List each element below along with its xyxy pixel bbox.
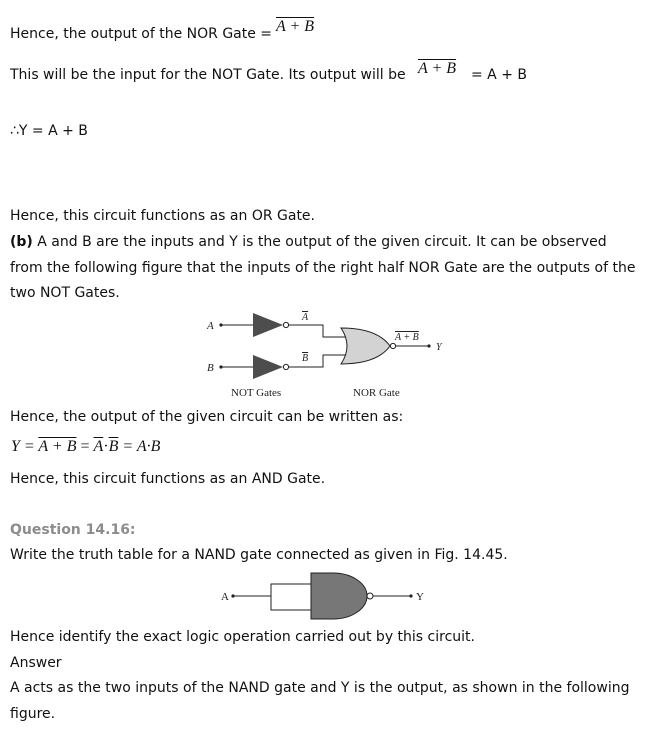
nor-output-expression: A + B <box>276 18 315 35</box>
y-equals-rhs: A + B <box>48 123 88 139</box>
y-equals-and-equation: $Y = A + B = \overline{A}\cdot\overline{B} = A\cdot B$ <box>11 438 161 455</box>
figure1-input-a: A <box>207 320 214 332</box>
answer-label: Answer <box>10 655 62 671</box>
nand-circuit-figure <box>215 570 440 622</box>
part-b-line-2: from the following figure that the inputs of the right half NOR Gate are the outputs of the <box>10 260 636 276</box>
nand-gate-icon <box>311 573 367 619</box>
nor-output-line: Hence, the output of the NOR Gate = <box>10 26 273 42</box>
not-gate-output-expression: A + B <box>418 60 457 77</box>
question-title: Question 14.16: <box>10 522 136 538</box>
eq-term-2b: $\overline{B}$ <box>108 438 119 455</box>
eq-term-1: A + B <box>38 438 77 455</box>
or-gate-conclusion: Hence, this circuit functions as an OR Gate. <box>10 208 315 224</box>
not-gate-input-line: This will be the input for the NOT Gate. Its output will be <box>10 67 406 83</box>
figure2-input-a: A <box>221 591 229 603</box>
figure1-not-b-label: B <box>302 353 309 364</box>
eq-term-2a: $\overline{A}$ <box>93 438 104 455</box>
figure1-caption-nor: NOR Gate <box>353 387 400 399</box>
answer-line-1: A acts as the two inputs of the NAND gate and Y is the output, as shown in the following <box>10 680 630 696</box>
output-written-as-line: Hence, the output of the given circuit can be written as: <box>10 409 404 425</box>
not-gate-a-icon <box>253 313 283 337</box>
and-gate-conclusion: Hence, this circuit functions as an AND Gate. <box>10 471 326 487</box>
not-gate-output-result: = A + B <box>471 67 527 83</box>
not-nor-circuit-figure <box>195 305 465 405</box>
question-body: Write the truth table for a NAND gate connected as given in Fig. 14.45. <box>10 547 508 563</box>
nor-gate-icon <box>341 328 390 364</box>
identify-operation-line: Hence identify the exact logic operation carried out by this circuit. <box>10 629 475 645</box>
figure1-nor-output-label: A + B <box>395 332 419 343</box>
figure1-input-b: B <box>207 362 214 374</box>
y-equals-line <box>10 123 88 139</box>
part-b-line-1 <box>10 234 607 250</box>
figure1-not-a-label: A <box>302 312 309 323</box>
part-b-line-1-text: A and B are the inputs and Y is the output of the given circuit. It can be observed <box>37 234 607 250</box>
answer-line-2: figure. <box>10 706 56 722</box>
y-equals-prefix: ∴Y = <box>10 123 49 139</box>
figure1-caption-not: NOT Gates <box>231 387 282 399</box>
not-gate-b-icon <box>253 355 283 379</box>
figure1-output-y: Y <box>436 342 442 353</box>
part-b-label: (b) <box>10 234 33 250</box>
figure2-output-y: Y <box>416 591 424 603</box>
part-b-line-3: two NOT Gates. <box>10 285 120 301</box>
